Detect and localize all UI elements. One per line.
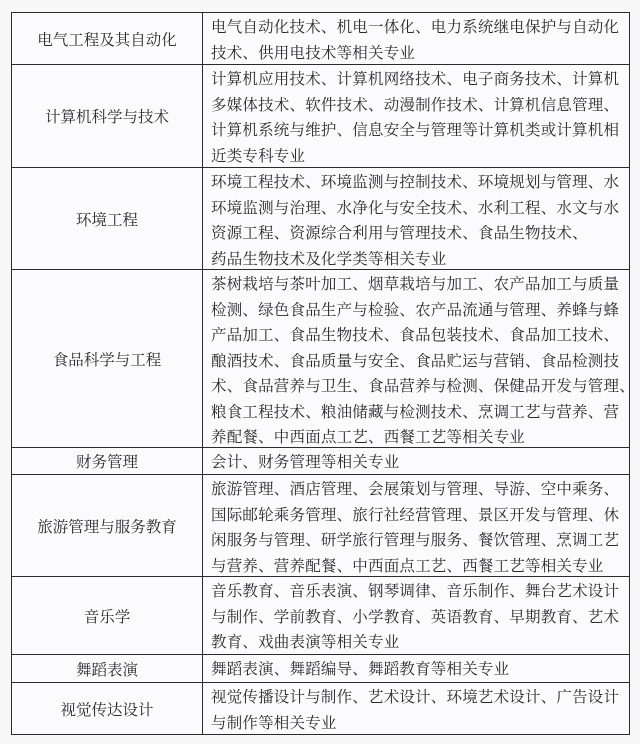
table-row — [12, 269, 635, 447]
majors-line: 电气自动化技术、机电一体化、电力系统继电保护与自动化 — [211, 18, 620, 36]
majors-line: 药品生物技术及化学类等相关专业 — [211, 249, 447, 268]
table-row — [12, 64, 629, 167]
majors-line: 计算机系统与维护、信息安全与管理等计算机类或计算机相 — [211, 121, 620, 139]
majors-line: 会计、财务管理等相关专业 — [211, 453, 400, 471]
majors-line: 音乐教育、音乐表演、钢琴调律、音乐制作、舞台艺术设计 — [211, 582, 620, 600]
majors-line: 近类专科专业 — [211, 146, 306, 165]
table-row — [12, 167, 629, 269]
table-row — [12, 474, 629, 576]
majors-line: 茶树栽培与茶叶加工、烟草栽培与加工、农产品加工与质量 — [211, 275, 620, 293]
category-cell: 环境工程 — [12, 168, 203, 269]
table-row — [12, 447, 629, 474]
majors-line: 舞蹈表演、舞蹈编导、舞蹈教育等相关专业 — [211, 660, 510, 678]
category-cell: 音乐学 — [12, 577, 203, 654]
table-row — [12, 654, 629, 682]
majors-line: 多媒体技术、软件技术、动漫制作技术、计算机信息管理、 — [211, 95, 620, 114]
majors-line: 与制作等相关专业 — [211, 713, 337, 732]
majors-table — [11, 12, 635, 735]
majors-cell — [203, 448, 629, 474]
majors-line: 与制作、学前教育、小学教育、英语教育、早期教育、艺术 — [211, 607, 620, 626]
majors-line: 资源工程、资源综合利用与管理技术、食品生物技术、 — [211, 224, 588, 242]
category-cell: 舞蹈表演 — [12, 655, 203, 682]
category-cell: 食品科学与工程 — [12, 270, 203, 447]
majors-line: 计算机应用技术、计算机网络技术、电子商务技术、计算机 — [211, 70, 620, 88]
majors-line: 产品加工、食品生物技术、食品包装技术、食品加工技术、 — [211, 326, 620, 344]
table-row — [12, 576, 629, 654]
majors-line: 养配餐、中西面点工艺、西餐工艺等相关专业 — [211, 428, 526, 446]
majors-cell — [203, 13, 629, 64]
majors-line: 术、食品营养与卫生、食品营养与检测、保健品开发与管理、 — [211, 377, 635, 395]
category-cell: 计算机科学与技术 — [12, 65, 203, 167]
majors-cell — [203, 683, 629, 734]
majors-line: 与营养、营养配餐、中西面点工艺、西餐工艺等相关专业 — [211, 556, 604, 575]
majors-line: 闲服务与管理、研学旅行管理与服务、餐饮管理、烹调工艺 — [211, 531, 620, 549]
category-cell: 旅游管理与服务教育 — [12, 475, 203, 576]
majors-cell — [203, 270, 640, 447]
category-cell: 视觉传达设计 — [12, 683, 203, 734]
majors-line: 环境工程技术、环境监测与控制技术、环境规划与管理、水 — [211, 173, 620, 191]
table-row — [12, 13, 629, 64]
majors-line: 酿酒技术、食品质量与安全、食品贮运与营销、食品检测技 — [211, 351, 620, 370]
majors-cell — [203, 475, 629, 576]
majors-line: 粮食工程技术、粮油储藏与检测技术、烹调工艺与营养、营 — [211, 402, 620, 421]
majors-cell — [203, 65, 629, 167]
category-cell: 电气工程及其自动化 — [12, 13, 203, 64]
majors-line: 环境监测与治理、水净化与安全技术、水利工程、水文与水 — [211, 198, 620, 217]
majors-line: 视觉传播设计与制作、艺术设计、环境艺术设计、广告设计 — [211, 688, 620, 706]
majors-cell — [203, 577, 629, 654]
majors-line: 技术、供用电技术等相关专业 — [211, 43, 416, 62]
table-row — [12, 682, 629, 734]
majors-cell — [203, 655, 629, 682]
majors-line: 国际邮轮乘务管理、旅行社经营管理、景区开发与管理、休 — [211, 505, 620, 524]
category-cell: 财务管理 — [12, 448, 203, 474]
majors-cell — [203, 168, 629, 269]
majors-line: 检测、绿色食品生产与检验、农产品流通与管理、养蜂与蜂 — [211, 300, 620, 319]
majors-line: 教育、戏曲表演等相关专业 — [211, 633, 400, 651]
majors-line: 旅游管理、酒店管理、会展策划与管理、导游、空中乘务、 — [211, 480, 620, 498]
